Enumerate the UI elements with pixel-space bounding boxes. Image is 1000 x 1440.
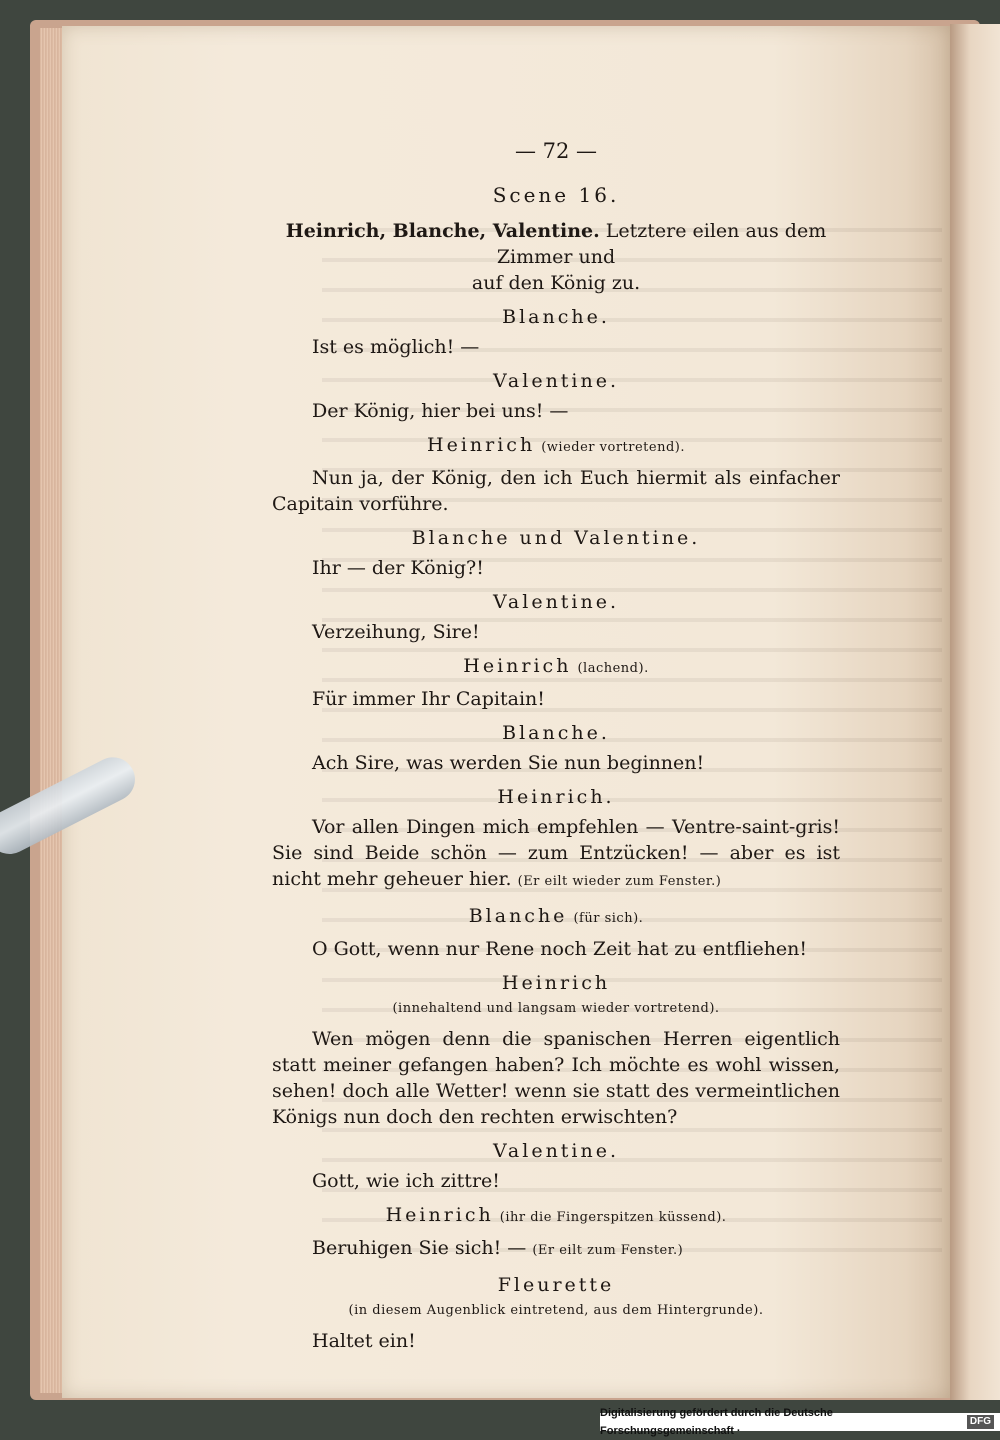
dialogue-text: Nun ja, der König, den ich Euch hiermit als einfacher Capitain vorführe. — [272, 467, 840, 515]
dialogue-line — [272, 398, 840, 424]
dialogue-text: Verzeihung, Sire! — [312, 621, 480, 643]
speaker-name: Blanche. — [502, 306, 610, 328]
dialogue-text: Ist es möglich! — — [312, 336, 480, 358]
speaker-name: Heinrich — [501, 972, 611, 994]
speaker-name: Fleurette — [497, 1274, 615, 1296]
speaker-name: Heinrich — [427, 434, 536, 456]
dialogue-text: O Gott, wenn nur Rene noch Zeit hat zu entfliehen! — [312, 938, 808, 960]
dialogue-line — [272, 814, 840, 895]
speaker-heading — [272, 304, 840, 330]
page-number: — 72 — — [514, 139, 598, 163]
dialogue-text: Ach Sire, was werden Sie nun beginnen! — [312, 752, 705, 774]
speaker-heading — [272, 970, 840, 996]
dialogue-text: Wen mögen denn die spanischen Herren eigentlich statt meiner gefangen haben? Ich möchte es wohl wissen, sehen! doch alle Wetter! wenn sie statt des vermeintlichen Königs nun doch den rechten erwischten? — [272, 1028, 840, 1128]
speaker-heading — [272, 653, 840, 682]
dialogue — [272, 304, 840, 1354]
dialogue-line — [272, 1235, 840, 1264]
speaker-heading — [272, 525, 840, 551]
stage-direction: (wieder vortretend). — [541, 440, 685, 455]
facing-page-edge — [950, 24, 1000, 1400]
speaker-name: Heinrich — [385, 1204, 494, 1226]
speaker-heading — [272, 1272, 840, 1298]
stage-heading-line1: Letztere eilen aus dem Zimmer und — [496, 220, 827, 268]
stage-direction: (innehaltend und langsam wieder vortretend). — [392, 1001, 720, 1016]
speaker-heading — [272, 432, 840, 461]
speaker-heading — [272, 903, 840, 932]
footer-credit: Digitalisierung gefördert durch die Deutsche Forschungsgemeinschaft · — [600, 1407, 833, 1437]
stage-direction: (ihr die Fingerspitzen küssend). — [499, 1210, 727, 1225]
digitization-footer — [600, 1407, 1000, 1437]
page-text — [272, 138, 840, 1354]
dialogue-text: Der König, hier bei uns! — — [312, 400, 569, 422]
stage-direction: (in diesem Augenblick eintretend, aus dem Hintergrunde). — [348, 1303, 764, 1318]
stage-heading-line2: auf den König zu. — [471, 272, 641, 294]
stage-direction: (Er eilt wieder zum Fenster.) — [517, 874, 722, 889]
dialogue-text: Gott, wie ich zittre! — [312, 1170, 500, 1192]
speaker-name: Blanche und Valentine. — [411, 527, 701, 549]
speaker-heading — [272, 368, 840, 394]
scene-heading: Scene 16. — [492, 183, 620, 207]
dialogue-line — [272, 1328, 840, 1354]
dfg-logo: DFG — [967, 1415, 994, 1429]
speaker-name: Blanche. — [502, 722, 610, 744]
speaker-name: Valentine. — [492, 370, 620, 392]
dialogue-line — [272, 1168, 840, 1194]
dialogue-text: Ihr — der König?! — [312, 557, 484, 579]
dialogue-line — [272, 936, 840, 962]
speaker-name: Heinrich. — [497, 786, 615, 808]
dialogue-text: Vor allen Dingen mich empfehlen — Ventre-saint-gris! Sie sind Beide schön — zum Entzücken! — aber es ist nicht mehr geheuer hier. — [272, 816, 840, 890]
dialogue-line — [272, 1026, 840, 1130]
stage-heading — [272, 218, 840, 296]
speaker-heading — [272, 784, 840, 810]
speaker-heading — [272, 720, 840, 746]
dialogue-text: Beruhigen Sie sich! — — [312, 1237, 527, 1259]
stage-direction: (für sich). — [573, 911, 644, 926]
speaker-name: Valentine. — [492, 1140, 620, 1162]
dialogue-line — [272, 686, 840, 712]
dialogue-text: Für immer Ihr Capitain! — [312, 688, 545, 710]
dialogue-line — [272, 750, 840, 776]
speaker-heading — [272, 1202, 840, 1231]
dialogue-line — [272, 619, 840, 645]
dialogue-text: Haltet ein! — [312, 1330, 416, 1352]
stage-direction: (lachend). — [577, 661, 649, 676]
stage-heading-characters: Heinrich, Blanche, Valentine. — [285, 220, 600, 242]
speaker-name: Heinrich — [463, 655, 572, 677]
dialogue-line — [272, 465, 840, 517]
dialogue-line — [272, 334, 840, 360]
speaker-heading — [272, 589, 840, 615]
speaker-heading — [272, 1138, 840, 1164]
dialogue-line — [272, 555, 840, 581]
stage-direction: (Er eilt zum Fenster.) — [532, 1243, 684, 1258]
speaker-name: Blanche — [468, 905, 568, 927]
speaker-name: Valentine. — [492, 591, 620, 613]
